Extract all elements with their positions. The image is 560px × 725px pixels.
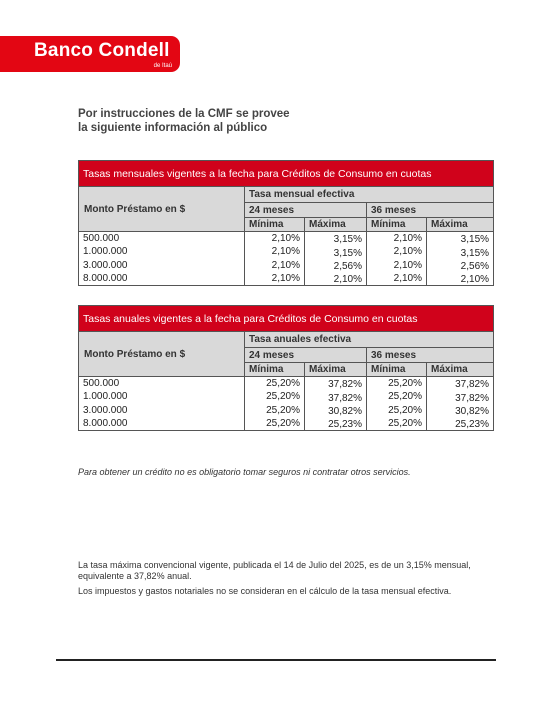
- max36-cell: 37,82%: [427, 377, 494, 391]
- amount-cell: 8.000.000: [79, 417, 245, 431]
- min36-cell: 25,20%: [367, 417, 427, 431]
- min36-cell: 2,10%: [367, 232, 427, 246]
- logo-subtext: de Itaú: [153, 63, 172, 69]
- min24-cell: 2,10%: [245, 245, 305, 259]
- max-header: Máxima: [427, 217, 494, 231]
- min36-cell: 2,10%: [367, 245, 427, 259]
- table-header-row: [79, 187, 494, 203]
- max36-cell: 2,56%: [427, 259, 494, 273]
- intro-text: [78, 107, 478, 135]
- amount-cell: 1.000.000: [79, 245, 245, 259]
- table-row: [79, 272, 494, 286]
- table-row: [79, 404, 494, 418]
- max-header: Máxima: [305, 217, 367, 231]
- max24-cell: 3,15%: [305, 232, 367, 246]
- table-row: [79, 390, 494, 404]
- group-header: Tasa mensual efectiva: [245, 187, 494, 203]
- max24-cell: 37,82%: [305, 390, 367, 404]
- period-36-header: 36 meses: [367, 203, 494, 217]
- logo-text: Banco Condell: [34, 40, 170, 61]
- min24-cell: 2,10%: [245, 259, 305, 273]
- bottom-divider: [56, 659, 496, 661]
- amount-cell: 500.000: [79, 377, 245, 391]
- min24-cell: 25,20%: [245, 404, 305, 418]
- monthly-rates-table: [78, 160, 494, 286]
- min36-cell: 2,10%: [367, 259, 427, 273]
- min-header: Mínima: [367, 362, 427, 376]
- amount-cell: 3.000.000: [79, 259, 245, 273]
- max24-cell: 30,82%: [305, 404, 367, 418]
- min24-cell: 2,10%: [245, 272, 305, 286]
- min36-cell: 25,20%: [367, 390, 427, 404]
- max36-cell: 30,82%: [427, 404, 494, 418]
- table-row: [79, 245, 494, 259]
- period-24-header: 24 meses: [245, 348, 367, 362]
- max-rate-paragraph: La tasa máxima convencional vigente, publicada el 14 de Julio del 2025, es de un 3,15% mensual, equivalente a 37,82% anual.: [78, 560, 471, 581]
- min24-cell: 25,20%: [245, 377, 305, 391]
- amount-cell: 1.000.000: [79, 390, 245, 404]
- min-header: Mínima: [367, 217, 427, 231]
- table-title-row: [79, 306, 494, 332]
- min36-cell: 2,10%: [367, 272, 427, 286]
- table-row: [79, 259, 494, 273]
- table-row: [79, 377, 494, 391]
- max24-cell: 2,10%: [305, 272, 367, 286]
- max36-cell: 2,10%: [427, 272, 494, 286]
- amount-cell: 3.000.000: [79, 404, 245, 418]
- taxes-paragraph: Los impuestos y gastos notariales no se consideran en el cálculo de la tasa mensual efectiva.: [78, 586, 452, 596]
- table-header-row: [79, 332, 494, 348]
- min24-cell: 25,20%: [245, 390, 305, 404]
- row-header-monto: Monto Préstamo en $: [79, 187, 245, 232]
- period-36-header: 36 meses: [367, 348, 494, 362]
- annual-table-title: Tasas anuales vigentes a la fecha para Créditos de Consumo en cuotas: [79, 306, 494, 332]
- min-header: Mínima: [245, 217, 305, 231]
- table-row: [79, 417, 494, 431]
- max-header: Máxima: [305, 362, 367, 376]
- banco-condell-logo: [0, 36, 180, 72]
- row-header-monto: Monto Préstamo en $: [79, 332, 245, 377]
- intro-line-1: Por instrucciones de la CMF se provee: [78, 108, 290, 120]
- min24-cell: 2,10%: [245, 232, 305, 246]
- max24-cell: 2,56%: [305, 259, 367, 273]
- group-header: Tasa anuales efectiva: [245, 332, 494, 348]
- max24-cell: 25,23%: [305, 417, 367, 431]
- max24-cell: 37,82%: [305, 377, 367, 391]
- min36-cell: 25,20%: [367, 404, 427, 418]
- period-24-header: 24 meses: [245, 203, 367, 217]
- annual-rates-table: [78, 305, 494, 431]
- min-header: Mínima: [245, 362, 305, 376]
- max-header: Máxima: [427, 362, 494, 376]
- max36-cell: 3,15%: [427, 232, 494, 246]
- max24-cell: 3,15%: [305, 245, 367, 259]
- intro-line-2: la siguiente información al público: [78, 122, 268, 134]
- monthly-table-title: Tasas mensuales vigentes a la fecha para Créditos de Consumo en cuotas: [79, 161, 494, 187]
- max36-cell: 3,15%: [427, 245, 494, 259]
- amount-cell: 500.000: [79, 232, 245, 246]
- amount-cell: 8.000.000: [79, 272, 245, 286]
- table-row: [79, 232, 494, 246]
- max36-cell: 37,82%: [427, 390, 494, 404]
- insurance-footnote: Para obtener un crédito no es obligatorio tomar seguros ni contratar otros servicios.: [78, 467, 411, 477]
- table-title-row: [79, 161, 494, 187]
- max36-cell: 25,23%: [427, 417, 494, 431]
- min36-cell: 25,20%: [367, 377, 427, 391]
- min24-cell: 25,20%: [245, 417, 305, 431]
